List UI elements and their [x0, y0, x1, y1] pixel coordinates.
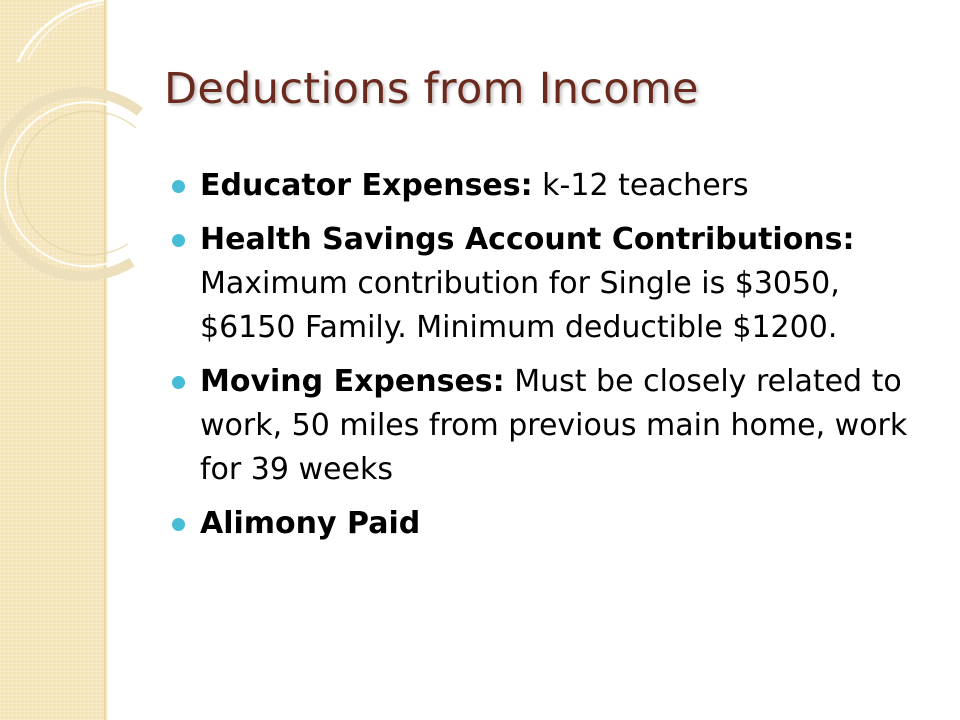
bullet-text: Maximum contribution for Single is $3050, $6150 Family. Minimum deductible $1200. — [200, 266, 840, 345]
bullet-heading: Moving Expenses: — [200, 364, 505, 399]
bullet-heading: Educator Expenses: — [200, 168, 533, 203]
bullet-heading: Health Savings Account Contributions: — [200, 222, 855, 257]
list-item — [166, 502, 914, 546]
list-item — [166, 218, 914, 350]
bullet-dot-icon — [172, 518, 185, 531]
bullet-list — [166, 164, 914, 556]
list-item — [166, 360, 914, 492]
bullet-dot-icon — [172, 234, 185, 247]
list-item — [166, 164, 914, 208]
bullet-text: k-12 teachers — [542, 168, 749, 203]
bullet-heading: Alimony Paid — [200, 506, 421, 541]
bullet-dot-icon — [172, 376, 185, 389]
bullet-dot-icon — [172, 180, 185, 193]
bullet-text: Must be closely related to work, 50 miles from previous main home, work for 39 weeks — [200, 364, 908, 487]
slide-title: Deductions from Income — [164, 64, 699, 114]
